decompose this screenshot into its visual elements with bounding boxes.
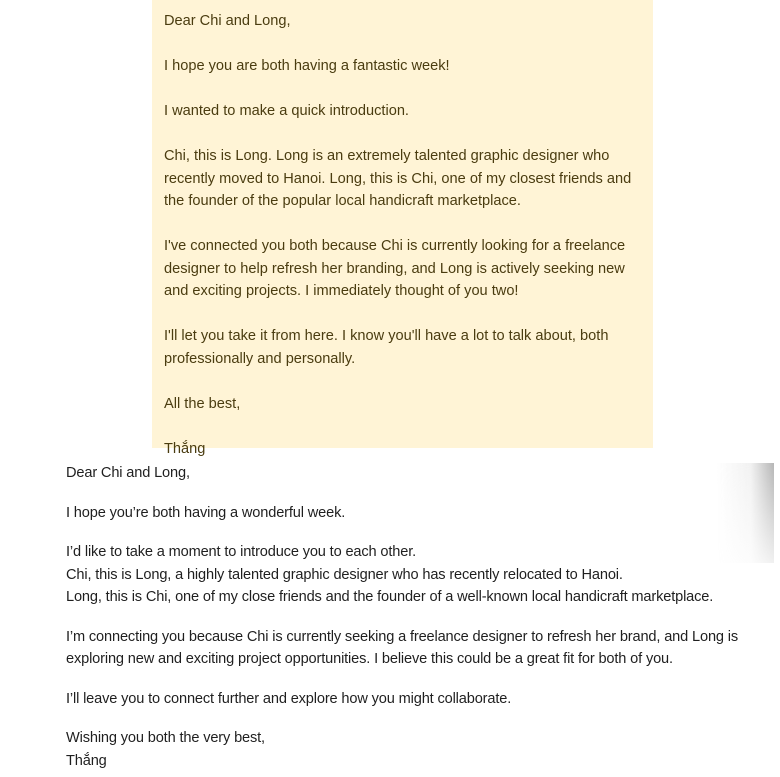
rewrite-intro-line: I’d like to take a moment to introduce you to each other. xyxy=(66,544,417,560)
original-sign-off: All the best, xyxy=(164,395,241,412)
rewrite-closing: I’ll leave you to connect further and explore how you might collaborate. xyxy=(66,690,512,707)
rewrite-opening: I hope you’re both having a wonderful week. xyxy=(66,504,346,521)
original-greeting: Dear Chi and Long, xyxy=(164,13,291,29)
rewritten-message xyxy=(66,462,776,772)
rewrite-intro-line: Chi, this is Long, a highly talented graphic designer who has recently relocated to Hanoi. xyxy=(66,566,623,583)
rewrite-signature: Thắng xyxy=(66,752,107,769)
original-message-card xyxy=(152,0,653,457)
rewrite-signoff-block xyxy=(66,727,776,772)
rewrite-intro-block xyxy=(66,541,776,609)
rewrite-sign-off: Wishing you both the very best, xyxy=(66,730,265,746)
rewrite-reason: I’m connecting you because Chi is currently seeking a freelance designer to refresh her brand, and Long is exploring new and exciting project opportunities. I believe this could be a great fit for both of you. xyxy=(66,628,739,667)
original-intro: I wanted to make a quick introduction. xyxy=(164,103,409,119)
original-opening: I hope you are both having a fantastic week! xyxy=(164,58,450,74)
original-reason: I've connected you both because Chi is currently looking for a freelance designer to help refresh her branding, and Long is actively seeking new and exciting projects. I immediately thought of you two! xyxy=(164,238,626,299)
original-introductions: Chi, this is Long. Long is an extremely talented graphic designer who recently moved to Hanoi. Long, this is Chi, one of my closest friends and the founder of the popular local handicraft marketplace. xyxy=(164,148,632,209)
original-closing: I'll let you take it from here. I know you'll have a lot to talk about, both professionally and personally. xyxy=(164,328,609,367)
rewrite-intro-line: Long, this is Chi, one of my close friends and the founder of a well-known local handicraft marketplace. xyxy=(66,589,714,605)
original-signature: Thắng xyxy=(164,440,206,457)
rewrite-greeting: Dear Chi and Long, xyxy=(66,465,190,481)
